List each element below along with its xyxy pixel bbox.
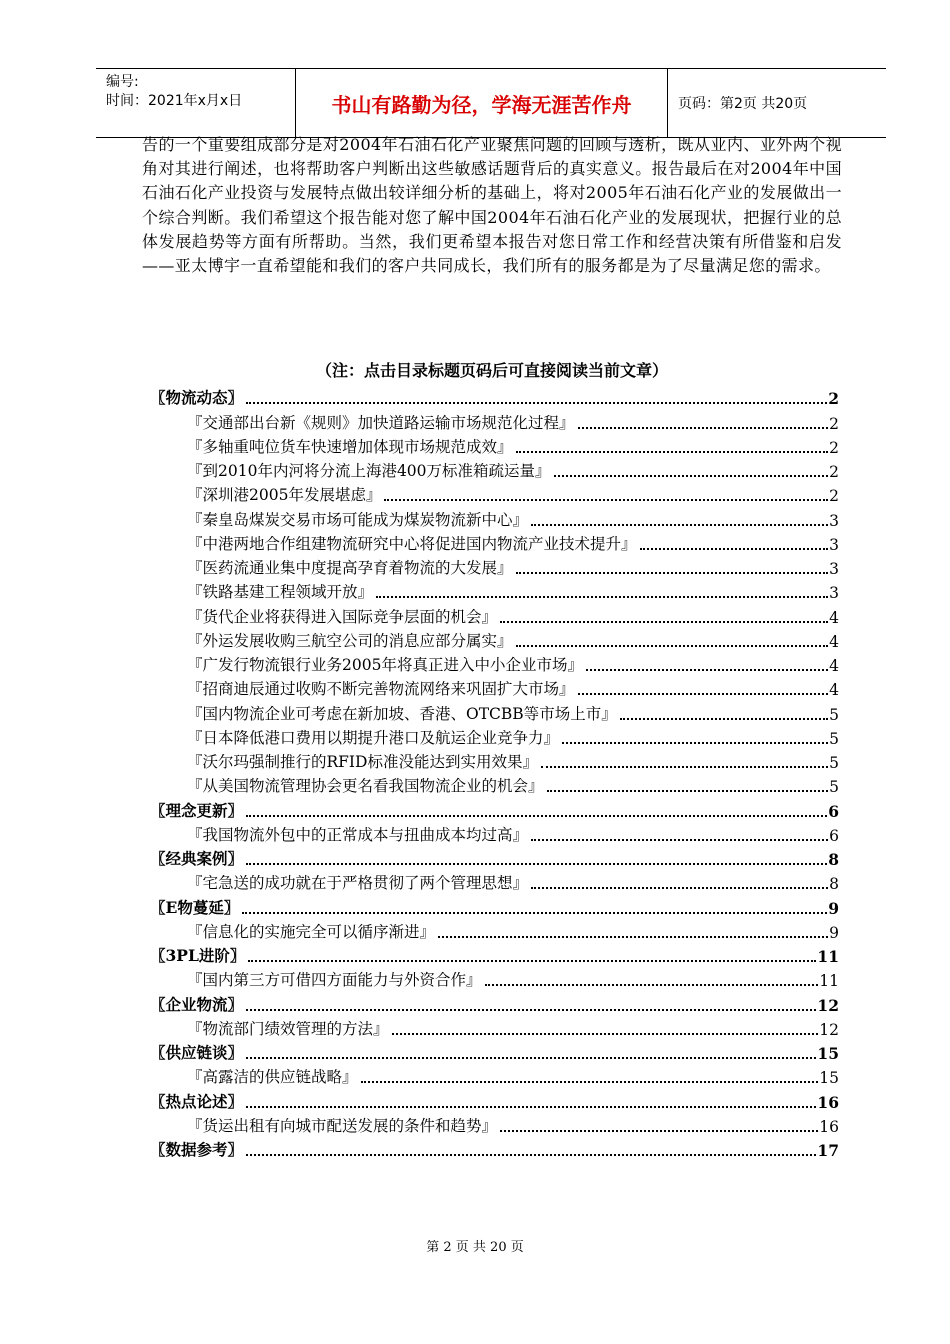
toc-leader-dots <box>384 491 828 501</box>
toc-page-number[interactable]: 4 <box>829 681 839 700</box>
toc-title[interactable]: 〖数据参考〗 <box>150 1140 244 1159</box>
toc-page-number[interactable]: 3 <box>829 560 839 578</box>
toc-leader-dots <box>392 1025 819 1035</box>
toc-entry-row[interactable] <box>142 918 839 942</box>
toc-leader-dots <box>516 443 829 453</box>
intro-paragraph: 告的一个重要组成部分是对2004年石油石化产业聚焦问题的回顾与透析，既从业内、业外两个视角对其进行阐述，也将帮助客户判断出这些敏感话题背后的真实意义。报告最后在对2004年中国石油石化产业投资与发展特点做出较详细分析的基础上，将对2005年石油石化产业的发展做出一个综合判断。我们希望这个报告能对您了解中国2004年石油石化产业的发展现状，把握行业的总体发展趋势等方面有所帮助。当然，我们更希望本报告对您日常工作和经营决策有所借鉴和启发——亚太博宇一直希望能和我们的客户共同成长，我们所有的服务都是为了尽量满足您的需求。 <box>142 135 842 276</box>
toc-leader-dots <box>562 734 828 744</box>
toc-page-number[interactable]: 16 <box>817 1092 839 1112</box>
toc-entry-row[interactable] <box>142 966 839 990</box>
toc-page-number[interactable]: 4 <box>829 608 839 627</box>
toc-entry-row[interactable] <box>142 602 839 626</box>
toc-leader-dots <box>578 685 829 695</box>
toc-page-number[interactable]: 16 <box>819 1117 839 1136</box>
toc-category-row[interactable] <box>142 1136 839 1160</box>
toc-leader-dots <box>361 1073 819 1083</box>
toc-entry-row[interactable] <box>142 1063 839 1087</box>
toc-title[interactable]: 〖物流动态〗 <box>150 388 244 408</box>
toc-leader-dots <box>246 1146 816 1156</box>
toc-category-row[interactable] <box>142 990 839 1014</box>
toc-page-number[interactable]: 11 <box>817 947 839 966</box>
toc-category-row[interactable] <box>142 942 839 966</box>
toc-entry-row[interactable] <box>142 869 839 893</box>
toc-title[interactable]: 〖理念更新〗 <box>150 800 244 820</box>
toc-category-row[interactable] <box>142 845 839 869</box>
toc-leader-dots <box>485 976 819 986</box>
toc-title[interactable]: 『秦皇岛煤炭交易市场可能成为煤炭物流新中心』 <box>187 510 529 529</box>
toc-entry-row[interactable] <box>142 481 839 505</box>
toc-title[interactable]: 〖3PL进阶〗 <box>150 946 246 965</box>
toc-leader-dots <box>554 467 829 477</box>
toc-title[interactable]: 『信息化的实施完全可以循序渐进』 <box>187 922 436 941</box>
toc-entry-row[interactable] <box>142 627 839 651</box>
toc-leader-dots <box>531 879 828 889</box>
header-motto: 书山有路勤为径，学海无涯苦作舟 <box>296 69 668 137</box>
toc-leader-dots <box>541 758 828 768</box>
toc-entry-row[interactable] <box>142 699 839 723</box>
toc-entry-row[interactable] <box>142 505 839 529</box>
toc-page-number[interactable]: 9 <box>828 898 839 918</box>
toc-category-row[interactable] <box>142 384 839 408</box>
toc-title[interactable]: 『宅急送的成功就在于严格贯彻了两个管理思想』 <box>187 874 529 893</box>
toc-entry-row[interactable] <box>142 408 839 432</box>
toc-title[interactable]: 『国内物流企业可考虑在新加坡、香港、OTCBB等市场上市』 <box>187 704 617 723</box>
toc-title[interactable]: 〖经典案例〗 <box>150 849 244 868</box>
toc-leader-dots <box>246 855 827 865</box>
toc-page-number[interactable]: 2 <box>829 438 839 457</box>
toc-leader-dots <box>516 637 829 647</box>
header-page-label: 页码：第2页 共20页 <box>678 96 808 112</box>
toc-leader-dots <box>531 831 828 841</box>
toc-page-number[interactable]: 3 <box>829 584 839 603</box>
toc-page-number[interactable]: 3 <box>829 535 839 554</box>
toc-title[interactable]: 『货运出租有向城市配送发展的条件和趋势』 <box>187 1116 498 1135</box>
toc-title[interactable]: 〖企业物流〗 <box>150 994 244 1014</box>
toc-note: （注：点击目录标题页码后可直接阅读当前文章） <box>315 361 668 380</box>
toc-title[interactable]: 『日本降低港口费用以期提升港口及航运企业竞争力』 <box>187 728 560 747</box>
toc-entry-row[interactable] <box>142 675 839 699</box>
toc-page-number[interactable]: 5 <box>829 729 839 748</box>
toc-page-number[interactable]: 2 <box>829 463 839 481</box>
toc-category-row[interactable] <box>142 893 839 917</box>
header-time-label: 时间：2021年x月x日 <box>106 93 243 109</box>
toc-category-row[interactable] <box>142 1087 839 1111</box>
toc-page-number[interactable]: 9 <box>829 923 839 942</box>
toc-page-number[interactable]: 3 <box>829 511 839 530</box>
toc-entry-row[interactable] <box>142 554 839 578</box>
toc-title[interactable]: 『物流部门绩效管理的方法』 <box>187 1019 389 1038</box>
toc-title[interactable]: 『交通部出台新《规则》加快道路运输市场规范化过程』 <box>187 413 575 432</box>
toc-entry-row[interactable] <box>142 772 839 796</box>
toc-title[interactable]: 『招商迪辰通过收购不断完善物流网络来巩固扩大市场』 <box>187 680 575 699</box>
toc-page-number[interactable]: 4 <box>829 657 839 675</box>
toc-page-number[interactable]: 11 <box>819 972 839 991</box>
toc-page-number[interactable]: 8 <box>828 850 839 869</box>
toc-leader-dots <box>376 588 828 598</box>
page-footer: 第 2 页 共 20 页 <box>426 1240 524 1255</box>
toc-page-number[interactable]: 6 <box>828 801 839 821</box>
table-of-contents <box>142 384 839 1160</box>
toc-category-row[interactable] <box>142 796 839 820</box>
page-header <box>96 68 886 138</box>
toc-entry-row[interactable] <box>142 1015 839 1039</box>
toc-page-number[interactable]: 2 <box>829 414 839 433</box>
toc-leader-dots <box>246 807 827 817</box>
toc-leader-dots <box>248 952 816 962</box>
toc-entry-row[interactable] <box>142 1112 839 1136</box>
toc-leader-dots <box>246 1098 816 1108</box>
toc-page-number[interactable]: 6 <box>829 826 839 845</box>
toc-title[interactable]: 『我国物流外包中的正常成本与扭曲成本均过高』 <box>187 825 529 844</box>
toc-title[interactable]: 『国内第三方可借四方面能力与外资合作』 <box>187 971 482 990</box>
toc-leader-dots <box>438 928 828 938</box>
toc-page-number[interactable]: 17 <box>817 1141 839 1160</box>
toc-title[interactable]: 『中港两地合作组建物流研究中心将促进国内物流产业技术提升』 <box>187 534 637 553</box>
toc-title[interactable]: 『深圳港2005年发展堪虑』 <box>187 486 382 505</box>
toc-page-number[interactable]: 4 <box>829 632 839 651</box>
toc-entry-row[interactable] <box>142 748 839 772</box>
toc-page-number[interactable]: 5 <box>829 705 839 724</box>
toc-category-row[interactable] <box>142 1039 839 1063</box>
toc-entry-row[interactable] <box>142 578 839 602</box>
toc-entry-row[interactable] <box>142 433 839 457</box>
toc-leader-dots <box>620 710 828 720</box>
toc-leader-dots <box>246 1001 816 1011</box>
toc-entry-row[interactable] <box>142 530 839 554</box>
toc-leader-dots <box>242 904 827 914</box>
toc-leader-dots <box>586 661 828 671</box>
toc-entry-row[interactable] <box>142 724 839 748</box>
toc-page-number[interactable]: 8 <box>829 875 839 894</box>
toc-title[interactable]: 『沃尔玛强制推行的RFID标准没能达到实用效果』 <box>187 753 538 771</box>
toc-leader-dots <box>246 1049 816 1059</box>
toc-page-number[interactable]: 12 <box>819 1020 839 1039</box>
toc-page-number[interactable]: 15 <box>817 1044 839 1063</box>
toc-title[interactable]: 『多轴重吨位货车快速增加体现市场规范成效』 <box>187 437 513 456</box>
toc-title[interactable]: 〖E物蔓延〗 <box>150 897 240 917</box>
toc-page-number[interactable]: 2 <box>828 389 839 409</box>
toc-page-number[interactable]: 2 <box>829 487 839 506</box>
toc-leader-dots <box>516 564 829 574</box>
toc-leader-dots <box>547 782 829 792</box>
toc-title[interactable]: 〖供应链谈〗 <box>150 1043 244 1062</box>
toc-leader-dots <box>500 613 828 623</box>
toc-leader-dots <box>578 419 829 429</box>
toc-leader-dots <box>531 516 828 526</box>
toc-title[interactable]: 『从美国物流管理协会更名看我国物流企业的机会』 <box>187 777 544 796</box>
toc-page-number[interactable]: 5 <box>829 754 839 772</box>
header-meta <box>96 69 296 137</box>
toc-leader-dots <box>640 540 829 550</box>
toc-title[interactable]: 『广发行物流银行业务2005年将真正进入中小企业市场』 <box>187 656 583 674</box>
toc-leader-dots <box>500 1122 818 1132</box>
toc-title[interactable]: 『高露洁的供应链战略』 <box>187 1068 358 1087</box>
toc-page-number[interactable]: 5 <box>829 778 839 797</box>
toc-title[interactable]: 〖热点论述〗 <box>150 1091 244 1111</box>
header-code-label: 编号: <box>106 74 139 90</box>
toc-page-number[interactable]: 15 <box>819 1069 839 1088</box>
toc-title[interactable]: 『医药流通业集中度提高孕育着物流的大发展』 <box>187 559 513 577</box>
toc-page-number[interactable]: 12 <box>817 995 839 1015</box>
toc-title[interactable]: 『到2010年内河将分流上海港400万标准箱疏运量』 <box>187 462 551 480</box>
toc-entry-row[interactable] <box>142 457 839 481</box>
toc-entry-row[interactable] <box>142 651 839 675</box>
toc-entry-row[interactable] <box>142 821 839 845</box>
toc-title[interactable]: 『外运发展收购三航空公司的消息应部分属实』 <box>187 631 513 650</box>
toc-title[interactable]: 『货代企业将获得进入国际竞争层面的机会』 <box>187 607 498 626</box>
toc-leader-dots <box>246 394 827 404</box>
toc-title[interactable]: 『铁路基建工程领域开放』 <box>187 583 374 602</box>
